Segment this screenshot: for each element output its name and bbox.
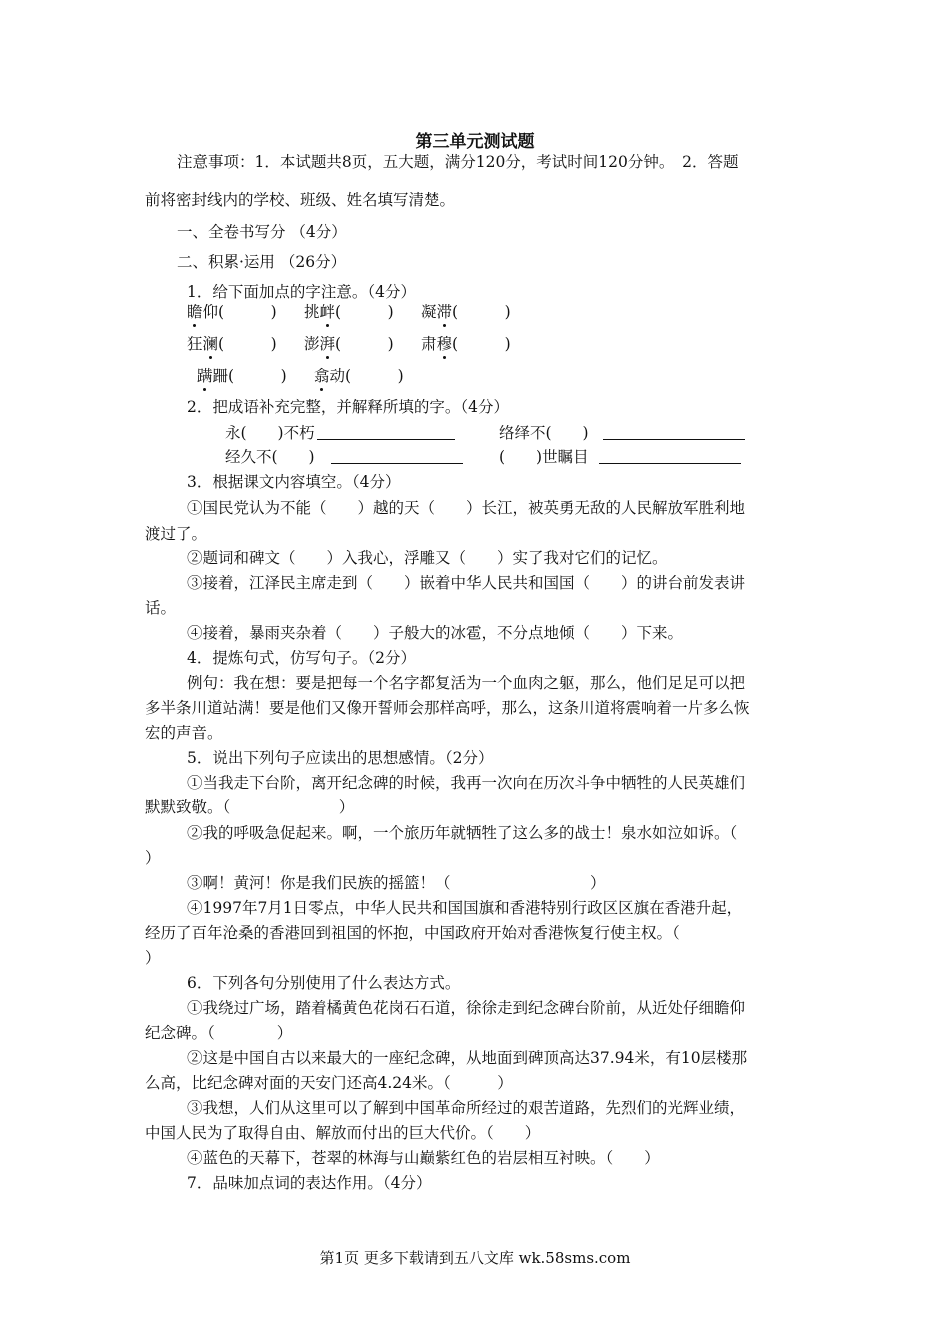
q3-item: 渡过了。 bbox=[145, 525, 208, 543]
q5-item: ） bbox=[145, 849, 161, 867]
emphasis-dot-char: 翕 bbox=[314, 367, 330, 385]
q5-item: ） bbox=[145, 949, 161, 967]
q6-item: ①我绕过广场，踏着橘黄色花岗石石道，徐徐走到纪念碑台阶前，从近处仔细瞻仰 bbox=[187, 999, 746, 1017]
emphasis-dot-char: 衅 bbox=[319, 303, 336, 321]
q6-item: 纪念碑。（ ） bbox=[145, 1024, 293, 1042]
emphasis-dot-char: 穆 bbox=[436, 335, 453, 353]
notice-line-2: 前将密封线内的学校、班级、姓名填写清楚。 bbox=[145, 191, 456, 209]
q1-word: 蹒跚( ) bbox=[197, 367, 287, 385]
section-2-heading: 二、积累·运用 （26分） bbox=[177, 253, 347, 271]
answer-line bbox=[317, 423, 455, 440]
q5-item: ③啊！黄河！你是我们民族的摇篮！（ ） bbox=[187, 874, 606, 892]
q3-item: ③接着，江泽民主席走到（ ）嵌着中华人民共和国国（ ）的讲台前发表讲 bbox=[187, 574, 746, 592]
q1-word: 澎湃( ) bbox=[304, 335, 394, 353]
q3-item: ①国民党认为不能（ ）越的天（ ）长江，被英勇无敌的人民解放军胜利地 bbox=[187, 499, 746, 517]
q1-word: 翕动( ) bbox=[314, 367, 404, 385]
q1-word: 肃穆( ) bbox=[421, 335, 511, 353]
q5-item: ②我的呼吸急促起来。啊，一个旅历年就牺牲了这么多的战士！泉水如泣如诉。（ bbox=[187, 824, 738, 842]
q5-item: 经历了百年沧桑的香港回到祖国的怀抱，中国政府开始对香港恢复行使主权。（ bbox=[145, 924, 680, 942]
q3-heading: 3．根据课文内容填空。（4分） bbox=[187, 473, 401, 491]
q2-heading: 2．把成语补充完整，并解释所填的字。（4分） bbox=[187, 398, 509, 416]
q1-word: 狂澜( ) bbox=[187, 335, 277, 353]
q4-heading: 4．提炼句式，仿写句子。（2分） bbox=[187, 649, 416, 667]
emphasis-dot-char: 滞 bbox=[436, 303, 453, 321]
q1-word: 瞻仰( ) bbox=[187, 303, 277, 321]
q6-item: ②这是中国自古以来最大的一座纪念碑，从地面到碑顶高达37.94米，有10层楼那 bbox=[187, 1049, 748, 1067]
emphasis-dot-char: 瞻 bbox=[187, 303, 203, 321]
q2-idiom: 永( )不朽 bbox=[225, 423, 455, 443]
q1-word: 挑衅( ) bbox=[304, 303, 394, 321]
q2-idiom: 经久不( ) bbox=[225, 447, 463, 467]
q7-heading: 7．品味加点词的表达作用。（4分） bbox=[187, 1174, 432, 1192]
q6-item: ④蓝色的天幕下，苍翠的林海与山巅紫红色的岩层相互衬映。（ ） bbox=[187, 1149, 660, 1167]
section-1-heading: 一、全卷书写分 （4分） bbox=[177, 223, 347, 241]
q1-heading: 1．给下面加点的字注意。（4分） bbox=[187, 283, 416, 301]
q5-item: ①当我走下台阶，离开纪念碑的时候，我再一次向在历次斗争中牺牲的人民英雄们 bbox=[187, 774, 746, 792]
q6-item: ③我想，人们从这里可以了解到中国革命所经过的艰苦道路，先烈们的光辉业绩， bbox=[187, 1099, 746, 1117]
answer-line bbox=[599, 447, 741, 464]
q3-item: ②题词和碑文（ ）入我心，浮雕又（ ）实了我对它们的记忆。 bbox=[187, 549, 668, 567]
q2-idiom: 络绎不( ) bbox=[499, 423, 745, 443]
emphasis-dot-char: 蹒 bbox=[197, 367, 213, 385]
page-title: 第三单元测试题 bbox=[415, 132, 535, 152]
notice-line-1: 注意事项：1．本试题共8页，五大题，满分120分，考试时间120分钟。 2．答题 bbox=[177, 153, 739, 171]
q6-item: 么高，比纪念碑对面的天安门还高4.24米。（ ） bbox=[145, 1074, 513, 1092]
q4-text: 例句：我在想：要是把每一个名字都复活为一个血肉之躯，那么，他们足足可以把 bbox=[187, 674, 746, 692]
q4-text: 多半条川道站满！要是他们又像开誓师会那样高呼，那么，这条川道将震响着一片多么恢 bbox=[145, 699, 750, 717]
q5-item: 默默致敬。（ ） bbox=[145, 798, 355, 816]
q3-item: ④接着，暴雨夹杂着（ ）子般大的冰雹，不分点地倾（ ）下来。 bbox=[187, 624, 684, 642]
emphasis-dot-char: 湃 bbox=[319, 335, 336, 353]
answer-line bbox=[331, 447, 463, 464]
q4-text: 宏的声音。 bbox=[145, 724, 223, 742]
answer-line bbox=[603, 423, 745, 440]
q3-item: 话。 bbox=[145, 599, 177, 617]
q6-item: 中国人民为了取得自由、解放而付出的巨大代价。（ ） bbox=[145, 1124, 541, 1142]
q6-heading: 6．下列各句分别使用了什么表达方式。 bbox=[187, 974, 461, 992]
q1-word: 凝滞( ) bbox=[421, 303, 511, 321]
q2-idiom: ( )世瞩目 bbox=[499, 447, 741, 467]
page-footer: 第1页 更多下载请到五八文库 wk.58sms.com bbox=[319, 1249, 631, 1267]
q5-item: ④1997年7月1日零点，中华人民共和国国旗和香港特别行政区区旗在香港升起， bbox=[187, 899, 743, 917]
q5-heading: 5．说出下列句子应读出的思想感情。（2分） bbox=[187, 749, 494, 767]
emphasis-dot-char: 澜 bbox=[202, 335, 219, 353]
